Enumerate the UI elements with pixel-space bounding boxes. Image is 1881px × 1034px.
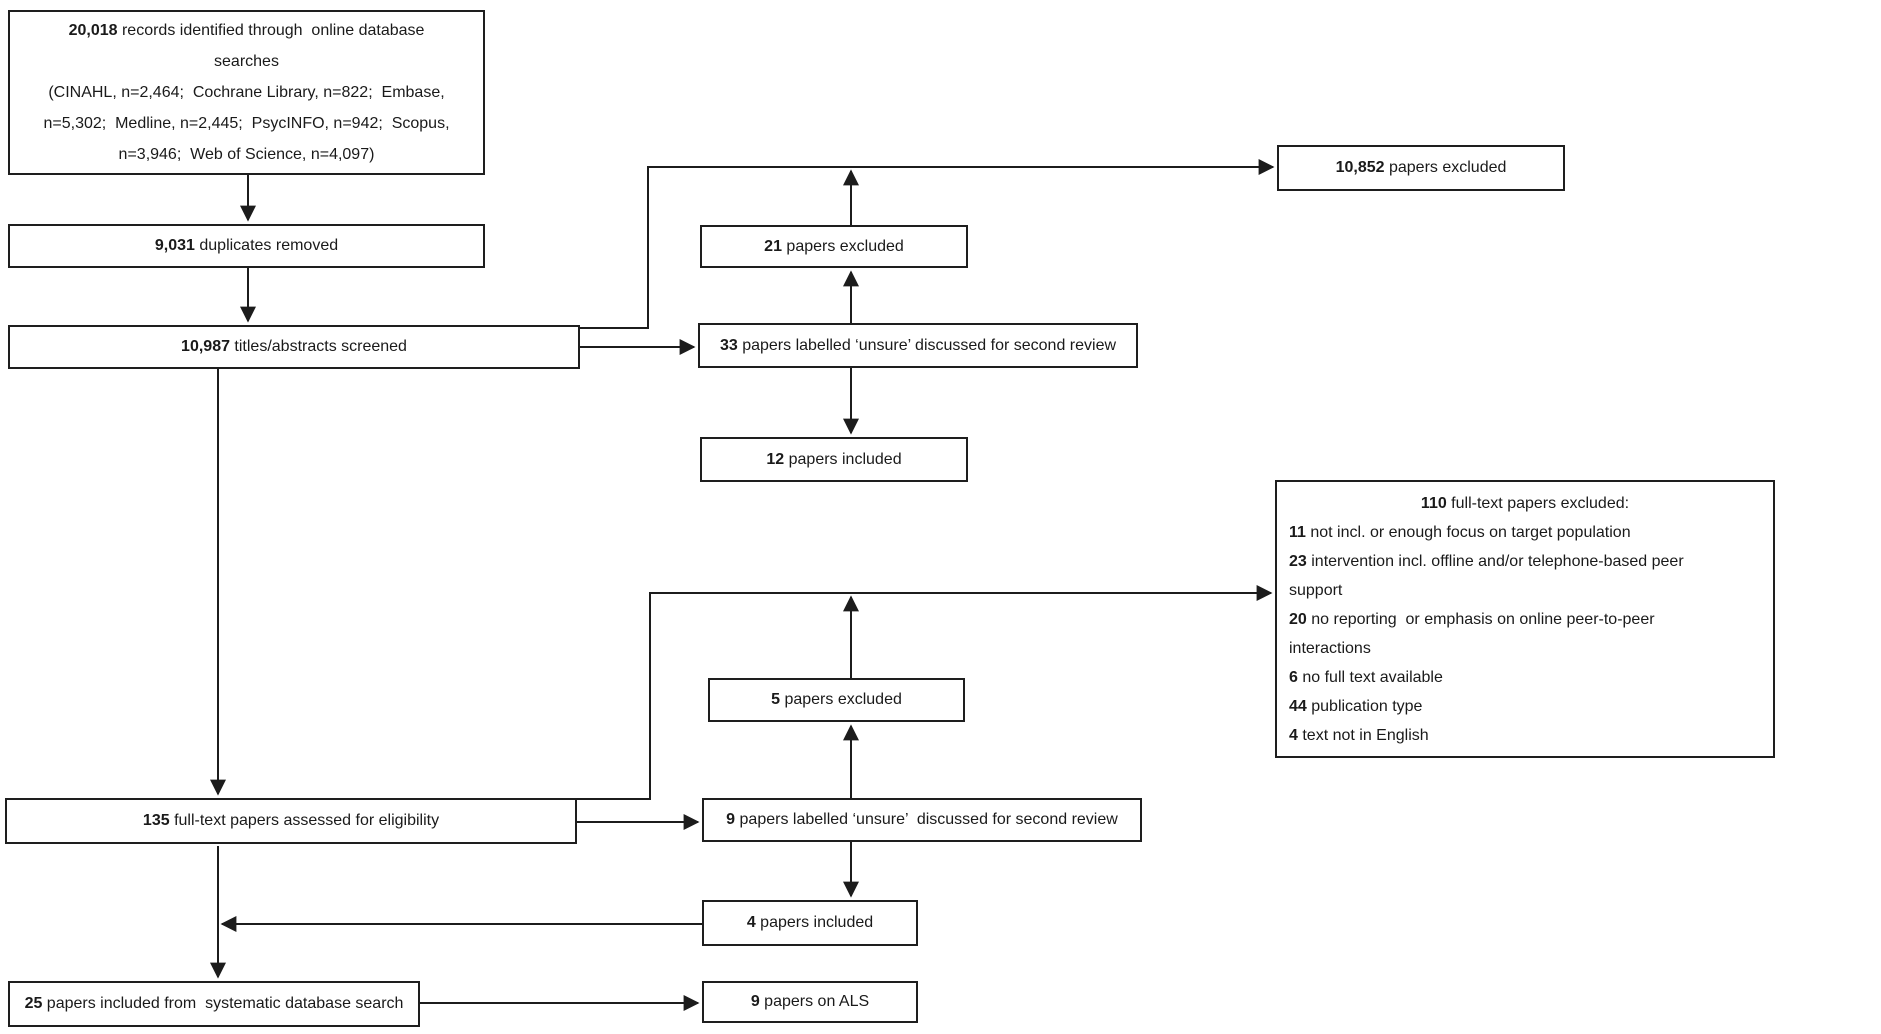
records-line xyxy=(10,15,483,46)
excluded-reason xyxy=(1289,518,1761,547)
label: not incl. or enough focus on target population xyxy=(1305,523,1631,541)
label: papers on ALS xyxy=(759,993,870,1010)
count: 9 xyxy=(750,993,760,1010)
box-records-identified xyxy=(8,10,485,175)
box-titles-abstracts-screened xyxy=(8,325,580,369)
count: 12 xyxy=(766,450,785,468)
records-line xyxy=(10,77,483,108)
box-included-systematic-25 xyxy=(8,981,420,1027)
label: papers included from systematic database search xyxy=(42,995,404,1012)
box-unsure-33-second-review xyxy=(698,323,1138,368)
count: 4 xyxy=(1289,726,1298,744)
excluded-reason xyxy=(1289,547,1761,576)
label: interactions xyxy=(1289,639,1371,657)
excluded-reason xyxy=(1289,721,1761,750)
excluded-reason xyxy=(1289,489,1761,518)
excluded-reason xyxy=(1289,576,1761,605)
count: 25 xyxy=(24,995,43,1012)
count: 10,852 xyxy=(1335,159,1385,176)
label: full-text papers assessed for eligibility xyxy=(169,812,440,829)
label: records identified through online database xyxy=(117,22,425,39)
label: searches xyxy=(214,53,279,70)
excluded-reason xyxy=(1289,634,1761,663)
label: support xyxy=(1289,581,1343,599)
label: papers included xyxy=(755,914,874,931)
records-line xyxy=(10,108,483,139)
count: 6 xyxy=(1289,668,1298,686)
label: duplicates removed xyxy=(194,237,339,254)
box-papers-included-12 xyxy=(700,437,968,482)
label: papers excluded xyxy=(1384,159,1507,176)
count: 4 xyxy=(746,914,756,931)
label: full-text papers excluded: xyxy=(1446,494,1630,512)
label: n=5,302; Medline, n=2,445; PsycINFO, n=942; Scopus, xyxy=(43,115,450,132)
records-line xyxy=(10,139,483,170)
box-fulltext-papers-excluded-110 xyxy=(1275,480,1775,758)
box-duplicates-removed xyxy=(8,224,485,268)
count: 33 xyxy=(719,336,738,354)
label: n=3,946; Web of Science, n=4,097) xyxy=(118,146,375,163)
count: 23 xyxy=(1289,552,1307,570)
count: 20,018 xyxy=(68,22,118,39)
records-line xyxy=(10,46,483,77)
box-papers-on-als-9 xyxy=(702,981,918,1023)
box-papers-excluded-21 xyxy=(700,225,968,268)
box-papers-included-4 xyxy=(702,900,918,946)
box-unsure-9-second-review xyxy=(702,798,1142,842)
label: (CINAHL, n=2,464; Cochrane Library, n=822; Embase, xyxy=(48,84,445,101)
box-papers-excluded-10852 xyxy=(1277,145,1565,191)
box-fulltext-assessed-135 xyxy=(5,798,577,844)
label: papers excluded xyxy=(780,691,902,708)
count: 110 xyxy=(1420,494,1447,512)
label: intervention incl. offline and/or telephone-based peer xyxy=(1306,552,1684,570)
count: 9 xyxy=(726,811,736,828)
count: 11 xyxy=(1289,523,1306,541)
count: 5 xyxy=(771,691,781,708)
excluded-reason xyxy=(1289,605,1761,634)
label: papers labelled ‘unsure’ discussed for second review xyxy=(735,811,1118,828)
count: 9,031 xyxy=(154,237,195,254)
count: 21 xyxy=(764,237,782,255)
label: papers labelled ‘unsure’ discussed for second review xyxy=(737,336,1117,354)
label: publication type xyxy=(1306,697,1423,715)
box-papers-excluded-5 xyxy=(708,678,965,722)
count: 135 xyxy=(142,812,170,829)
label: text not in English xyxy=(1297,726,1429,744)
label: no reporting or emphasis on online peer-to-peer xyxy=(1306,610,1655,628)
label: papers included xyxy=(784,450,902,468)
count: 20 xyxy=(1289,610,1307,628)
label: papers excluded xyxy=(781,237,904,255)
count: 44 xyxy=(1289,697,1307,715)
count: 10,987 xyxy=(181,338,230,355)
label: titles/abstracts screened xyxy=(229,338,407,355)
label: no full text available xyxy=(1297,668,1443,686)
excluded-reason xyxy=(1289,692,1761,721)
excluded-reason xyxy=(1289,663,1761,692)
